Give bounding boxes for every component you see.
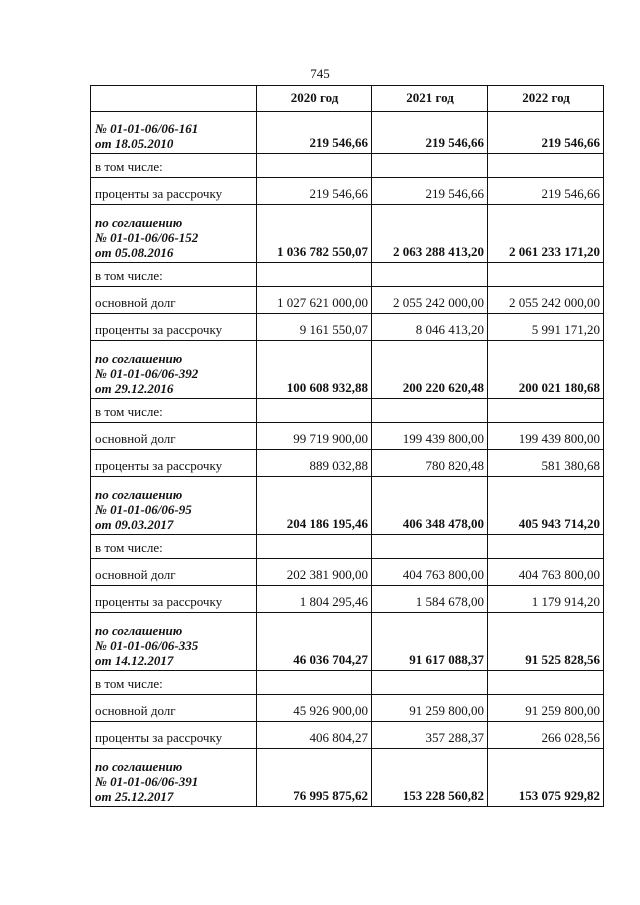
subheading-row <box>91 535 604 559</box>
item-label: основной долг <box>91 559 257 586</box>
agreement-label-line: по соглашению <box>95 487 183 502</box>
item-label: проценты за рассрочку <box>91 450 257 477</box>
value-cell <box>488 399 604 423</box>
value-cell: 219 546,66 <box>372 178 488 205</box>
item-label: проценты за рассрочку <box>91 722 257 749</box>
value-cell: 404 763 800,00 <box>488 559 604 586</box>
agreement-label <box>91 341 257 399</box>
value-cell: 204 186 195,46 <box>257 477 372 535</box>
value-cell: 45 926 900,00 <box>257 695 372 722</box>
value-cell: 200 021 180,68 <box>488 341 604 399</box>
agreement-label-line: № 01-01-06/06-152 <box>95 230 199 245</box>
agreement-label <box>91 112 257 154</box>
subheading-label: в том числе: <box>91 671 257 695</box>
value-cell: 8 046 413,20 <box>372 314 488 341</box>
value-cell: 9 161 550,07 <box>257 314 372 341</box>
value-cell <box>488 263 604 287</box>
value-cell: 199 439 800,00 <box>372 423 488 450</box>
header-cell-2022: 2022 год <box>488 86 604 112</box>
value-cell: 219 546,66 <box>257 178 372 205</box>
agreement-label <box>91 749 257 807</box>
item-label: проценты за рассрочку <box>91 178 257 205</box>
value-cell: 219 546,66 <box>257 112 372 154</box>
value-cell: 1 036 782 550,07 <box>257 205 372 263</box>
value-cell: 91 617 088,37 <box>372 613 488 671</box>
value-cell <box>372 535 488 559</box>
value-cell: 266 028,56 <box>488 722 604 749</box>
value-cell: 2 063 288 413,20 <box>372 205 488 263</box>
value-cell <box>257 671 372 695</box>
agreement-label-line: по соглашению <box>95 623 183 638</box>
budget-table <box>90 85 604 807</box>
agreement-row <box>91 341 604 399</box>
value-cell: 99 719 900,00 <box>257 423 372 450</box>
agreement-label-line: от 14.12.2017 <box>95 653 174 668</box>
value-cell: 889 032,88 <box>257 450 372 477</box>
agreement-label-line: от 29.12.2016 <box>95 381 174 396</box>
value-cell: 2 061 233 171,20 <box>488 205 604 263</box>
agreement-label-line: от 25.12.2017 <box>95 789 174 804</box>
header-cell-2021: 2021 год <box>372 86 488 112</box>
item-row <box>91 314 604 341</box>
subheading-row <box>91 671 604 695</box>
value-cell <box>372 154 488 178</box>
agreement-label-line: от 18.05.2010 <box>95 136 174 151</box>
agreement-row <box>91 205 604 263</box>
value-cell: 404 763 800,00 <box>372 559 488 586</box>
agreement-label-line: по соглашению <box>95 351 183 366</box>
value-cell: 405 943 714,20 <box>488 477 604 535</box>
item-label: основной долг <box>91 287 257 314</box>
agreement-label-line: от 05.08.2016 <box>95 245 174 260</box>
item-row <box>91 559 604 586</box>
agreement-row <box>91 112 604 154</box>
value-cell: 2 055 242 000,00 <box>372 287 488 314</box>
agreement-row <box>91 477 604 535</box>
subheading-label: в том числе: <box>91 399 257 423</box>
header-cell-2020: 2020 год <box>257 86 372 112</box>
value-cell: 91 259 800,00 <box>372 695 488 722</box>
agreement-label-line: по соглашению <box>95 759 183 774</box>
value-cell: 1 804 295,46 <box>257 586 372 613</box>
value-cell: 153 228 560,82 <box>372 749 488 807</box>
value-cell: 91 525 828,56 <box>488 613 604 671</box>
item-label: основной долг <box>91 695 257 722</box>
item-row <box>91 450 604 477</box>
agreement-label <box>91 477 257 535</box>
agreement-label <box>91 205 257 263</box>
value-cell: 406 804,27 <box>257 722 372 749</box>
value-cell <box>488 154 604 178</box>
value-cell: 1 179 914,20 <box>488 586 604 613</box>
value-cell <box>488 535 604 559</box>
item-row <box>91 695 604 722</box>
agreement-label-line: от 09.03.2017 <box>95 517 174 532</box>
agreement-label-line: № 01-01-06/06-161 <box>95 121 199 136</box>
item-row <box>91 287 604 314</box>
item-row <box>91 178 604 205</box>
agreement-label-line: № 01-01-06/06-335 <box>95 638 199 653</box>
value-cell <box>372 671 488 695</box>
agreement-row <box>91 749 604 807</box>
value-cell: 780 820,48 <box>372 450 488 477</box>
header-cell-label <box>91 86 257 112</box>
value-cell: 91 259 800,00 <box>488 695 604 722</box>
item-label: основной долг <box>91 423 257 450</box>
value-cell: 46 036 704,27 <box>257 613 372 671</box>
value-cell <box>257 535 372 559</box>
value-cell: 199 439 800,00 <box>488 423 604 450</box>
agreement-label-line: № 01-01-06/06-391 <box>95 774 199 789</box>
value-cell: 202 381 900,00 <box>257 559 372 586</box>
value-cell: 219 546,66 <box>488 178 604 205</box>
item-row <box>91 722 604 749</box>
value-cell: 153 075 929,82 <box>488 749 604 807</box>
value-cell <box>257 399 372 423</box>
table-header-row <box>91 86 604 112</box>
item-label: проценты за рассрочку <box>91 586 257 613</box>
agreement-label-line: по соглашению <box>95 215 183 230</box>
value-cell <box>257 154 372 178</box>
value-cell: 5 991 171,20 <box>488 314 604 341</box>
value-cell: 219 546,66 <box>488 112 604 154</box>
value-cell: 100 608 932,88 <box>257 341 372 399</box>
value-cell <box>372 399 488 423</box>
subheading-row <box>91 263 604 287</box>
value-cell: 406 348 478,00 <box>372 477 488 535</box>
subheading-label: в том числе: <box>91 263 257 287</box>
value-cell <box>488 671 604 695</box>
value-cell: 1 027 621 000,00 <box>257 287 372 314</box>
item-row <box>91 423 604 450</box>
value-cell: 76 995 875,62 <box>257 749 372 807</box>
agreement-label <box>91 613 257 671</box>
subheading-label: в том числе: <box>91 154 257 178</box>
page-number: 745 <box>310 66 330 81</box>
value-cell <box>372 263 488 287</box>
value-cell: 219 546,66 <box>372 112 488 154</box>
value-cell <box>257 263 372 287</box>
agreement-label-line: № 01-01-06/06-392 <box>95 366 199 381</box>
value-cell: 200 220 620,48 <box>372 341 488 399</box>
item-label: проценты за рассрочку <box>91 314 257 341</box>
agreement-row <box>91 613 604 671</box>
item-row <box>91 586 604 613</box>
subheading-row <box>91 399 604 423</box>
subheading-label: в том числе: <box>91 535 257 559</box>
value-cell: 357 288,37 <box>372 722 488 749</box>
value-cell: 581 380,68 <box>488 450 604 477</box>
subheading-row <box>91 154 604 178</box>
table-body <box>91 112 604 807</box>
value-cell: 1 584 678,00 <box>372 586 488 613</box>
agreement-label-line: № 01-01-06/06-95 <box>95 502 192 517</box>
value-cell: 2 055 242 000,00 <box>488 287 604 314</box>
